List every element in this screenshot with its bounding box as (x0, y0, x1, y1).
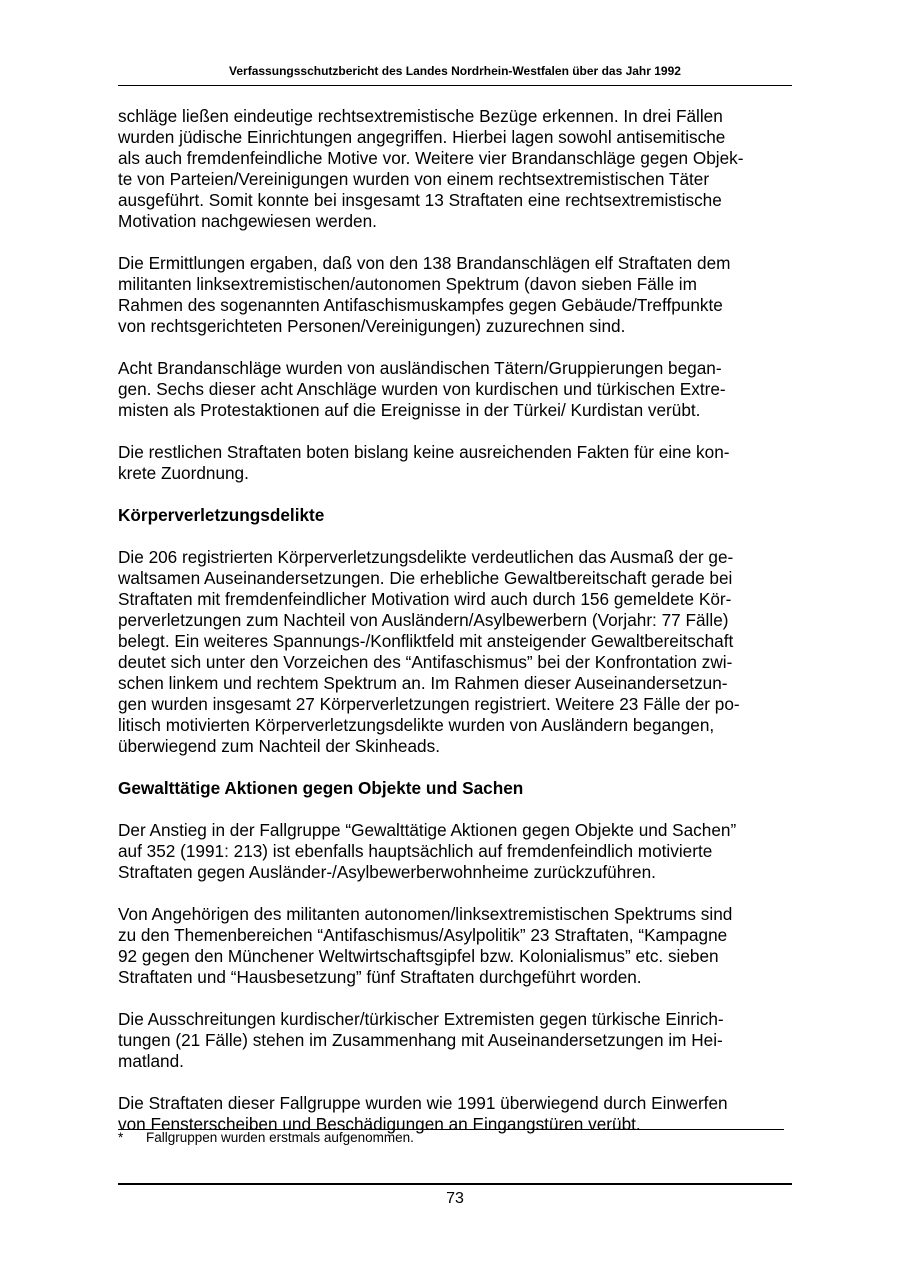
text-line: ausgeführt. Somit konnte bei insgesamt 13 Straftaten eine rechtsextremistische (118, 190, 722, 210)
footnote (118, 1130, 792, 1146)
paragraph-7 (118, 904, 792, 988)
text-line: wurden jüdische Einrichtungen angegriffen. Hierbei lagen sowohl antisemitische (118, 127, 726, 147)
text-line: Motivation nachgewiesen werden. (118, 211, 377, 231)
text-line: 92 gegen den Münchener Weltwirtschaftsgipfel bzw. Kolonialismus” etc. sieben (118, 946, 719, 966)
footnote-marker: * (118, 1130, 124, 1145)
text-line: auf 352 (1991: 213) ist ebenfalls hauptsächlich auf fremdenfeindlich motivierte (118, 841, 713, 861)
text-line: gen wurden insgesamt 27 Körperverletzungen registriert. Weitere 23 Fälle der po- (118, 694, 740, 714)
section-heading-koerperverletzung: Körperverletzungsdelikte (118, 505, 325, 525)
text-line: Straftaten und “Hausbesetzung” fünf Straftaten durchgeführt worden. (118, 967, 642, 987)
paragraph-4 (118, 442, 792, 484)
text-line: Straftaten gegen Ausländer-/Asylbewerberwohnheime zurückzuführen. (118, 862, 656, 882)
text-line: litisch motivierten Körperverletzungsdelikte wurden von Ausländern begangen, (118, 715, 715, 735)
text-line: tungen (21 Fälle) stehen im Zusammenhang mit Auseinandersetzungen im Hei- (118, 1030, 723, 1050)
text-line: Straftaten mit fremdenfeindlicher Motivation wird auch durch 156 gemeldete Kör- (118, 589, 732, 609)
text-line: krete Zuordnung. (118, 463, 249, 483)
text-line: Die Ausschreitungen kurdischer/türkischer Extremisten gegen türkische Einrich- (118, 1009, 724, 1029)
text-line: belegt. Ein weiteres Spannungs-/Konfliktfeld mit ansteigender Gewaltbereitschaft (118, 631, 734, 651)
text-line: Von Angehörigen des militanten autonomen/linksextremistischen Spektrums sind (118, 904, 733, 924)
text-line: Die Ermittlungen ergaben, daß von den 138 Brandanschlägen elf Straftaten dem (118, 253, 731, 273)
footnote-text: Fallgruppen wurden erstmals aufgenommen. (146, 1130, 414, 1145)
page-number: 73 (446, 1190, 464, 1207)
running-header: Verfassungsschutzbericht des Landes Nordrhein-Westfalen über das Jahr 1992 (229, 64, 681, 78)
text-line: misten als Protestaktionen auf die Ereignisse in der Türkei/ Kurdistan verübt. (118, 400, 701, 420)
text-line: perverletzungen zum Nachteil von Ausländern/Asylbewerbern (Vorjahr: 77 Fälle) (118, 610, 729, 630)
text-line: als auch fremdenfeindliche Motive vor. Weitere vier Brandanschläge gegen Objek- (118, 148, 744, 168)
text-line: Die 206 registrierten Körperverletzungsdelikte verdeutlichen das Ausmaß der ge- (118, 547, 734, 567)
text-line: Acht Brandanschläge wurden von ausländischen Tätern/Gruppierungen began- (118, 358, 722, 378)
text-line: militanten linksextremistischen/autonomen Spektrum (davon sieben Fälle im (118, 274, 697, 294)
text-line: überwiegend zum Nachteil der Skinheads. (118, 736, 440, 756)
text-line: Rahmen des sogenannten Antifaschismuskampfes gegen Gebäude/Treffpunkte (118, 295, 723, 315)
text-line: waltsamen Auseinandersetzungen. Die erhebliche Gewaltbereitschaft gerade bei (118, 568, 733, 588)
header-divider (118, 85, 792, 86)
text-line: schläge ließen eindeutige rechtsextremistische Bezüge erkennen. In drei Fällen (118, 106, 723, 126)
text-line: Die Straftaten dieser Fallgruppe wurden wie 1991 überwiegend durch Einwerfen (118, 1093, 728, 1113)
paragraph-8 (118, 1009, 792, 1072)
section-heading-gewalttaetige-aktionen: Gewalttätige Aktionen gegen Objekte und Sachen (118, 778, 524, 798)
text-line: schen linkem und rechtem Spektrum an. Im Rahmen dieser Auseinandersetzun- (118, 673, 728, 693)
paragraph-3 (118, 358, 792, 421)
text-line: matland. (118, 1051, 184, 1071)
paragraph-5 (118, 547, 792, 757)
text-line: Die restlichen Straftaten boten bislang keine ausreichenden Fakten für eine kon- (118, 442, 730, 462)
text-line: zu den Themenbereichen “Antifaschismus/Asylpolitik” 23 Straftaten, “Kampagne (118, 925, 728, 945)
text-line: von Fensterscheiben und Beschädigungen an Eingangstüren verübt. (118, 1114, 641, 1134)
page-body (118, 106, 792, 1156)
footer-divider (118, 1183, 792, 1185)
paragraph-1 (118, 106, 792, 232)
text-line: deutet sich unter den Vorzeichen des “Antifaschismus” bei der Konfrontation zwi- (118, 652, 733, 672)
paragraph-6 (118, 820, 792, 883)
text-line: te von Parteien/Vereinigungen wurden von einem rechtsextremistischen Täter (118, 169, 710, 189)
paragraph-2 (118, 253, 792, 337)
text-line: gen. Sechs dieser acht Anschläge wurden von kurdischen und türkischen Extre- (118, 379, 726, 399)
text-line: Der Anstieg in der Fallgruppe “Gewalttätige Aktionen gegen Objekte und Sachen” (118, 820, 737, 840)
text-line: von rechtsgerichteten Personen/Vereinigungen) zuzurechnen sind. (118, 316, 626, 336)
